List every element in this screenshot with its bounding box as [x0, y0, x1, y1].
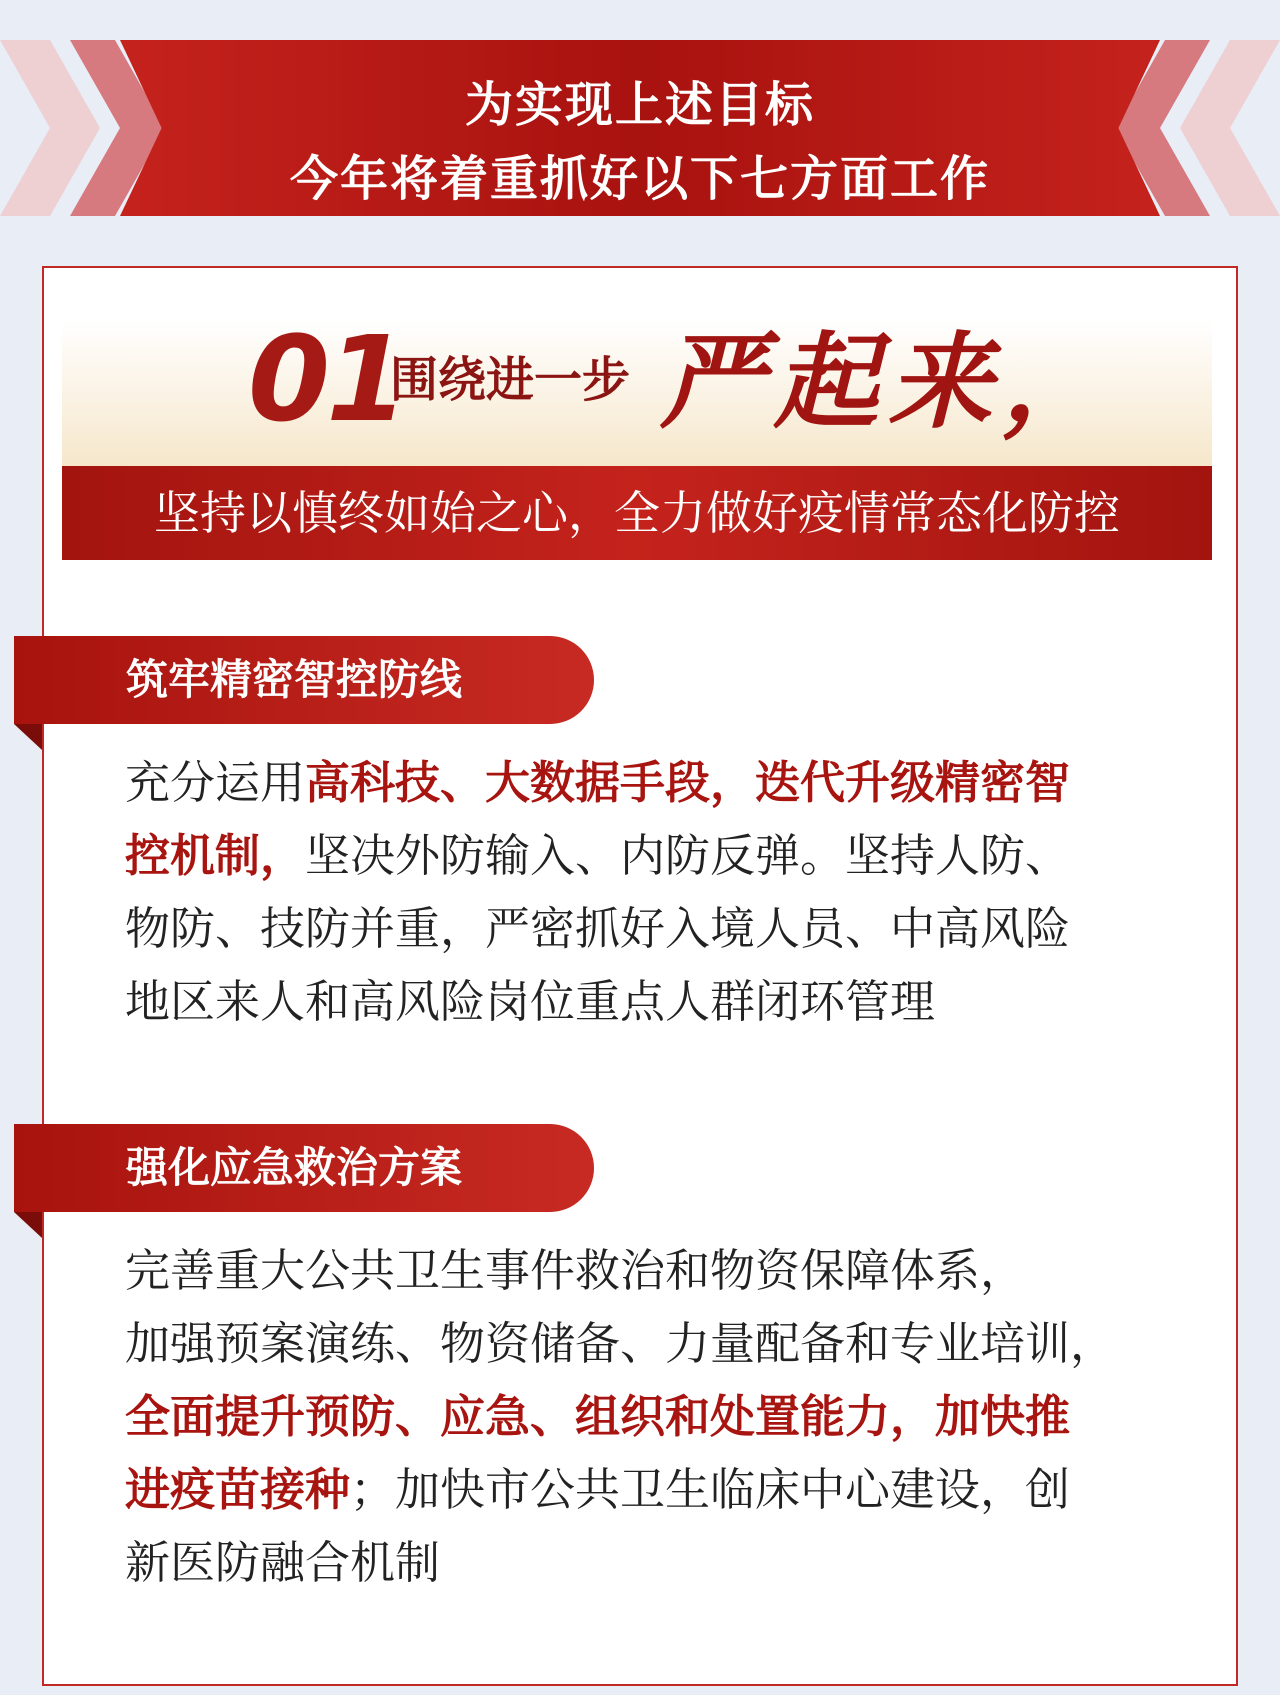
highlight-run: 高科技、大数据手段，迭代升级精密智 — [305, 756, 1071, 809]
paragraph-line: 地区来人和高风险岗位重点人群闭环管理 — [125, 975, 936, 1028]
tag-label-2: 强化应急救治方案 — [126, 1143, 463, 1192]
text-run: 充分运用 — [125, 756, 306, 809]
header-line-2: 今年将着重抓好以下七方面工作 — [289, 151, 990, 207]
tag-fold-1 — [14, 724, 42, 750]
paragraph-line: 物防、技防并重，严密抓好入境人员、中高风险 — [125, 902, 1071, 955]
paragraph-line: 加强预案演练、物资储备、力量配备和专业培训， — [125, 1317, 1116, 1370]
section-lead: 围绕进一步 — [390, 352, 631, 408]
paragraph-1 — [125, 746, 1165, 1038]
text-run: 坚决外防输入、内防反弹。坚持人防、 — [305, 829, 1071, 882]
paragraph-line — [125, 746, 1165, 819]
paragraph-line — [125, 1453, 1165, 1526]
paragraph-line: 新医防融合机制 — [125, 1536, 441, 1589]
header-line-1: 为实现上述目标 — [464, 77, 815, 133]
section-calligraphy: 严起来， — [660, 320, 1117, 443]
tag-fold-2 — [14, 1212, 42, 1238]
section-number: 01 — [248, 310, 405, 448]
paragraph-line — [125, 819, 1165, 892]
text-run: ；加快市公共卫生临床中心建设，创 — [350, 1463, 1071, 1516]
tag-label-1: 筑牢精密智控防线 — [126, 655, 463, 704]
section-subtitle: 坚持以慎终如始之心，全力做好疫情常态化防控 — [154, 486, 1120, 540]
highlight-run: 进疫苗接种 — [125, 1463, 351, 1516]
paragraph-line-highlight: 全面提升预防、应急、组织和处置能力，加快推 — [125, 1390, 1071, 1443]
paragraph-2 — [125, 1234, 1165, 1599]
paragraph-line: 完善重大公共卫生事件救治和物资保障体系， — [125, 1244, 1026, 1297]
highlight-run: 控机制， — [125, 829, 306, 882]
